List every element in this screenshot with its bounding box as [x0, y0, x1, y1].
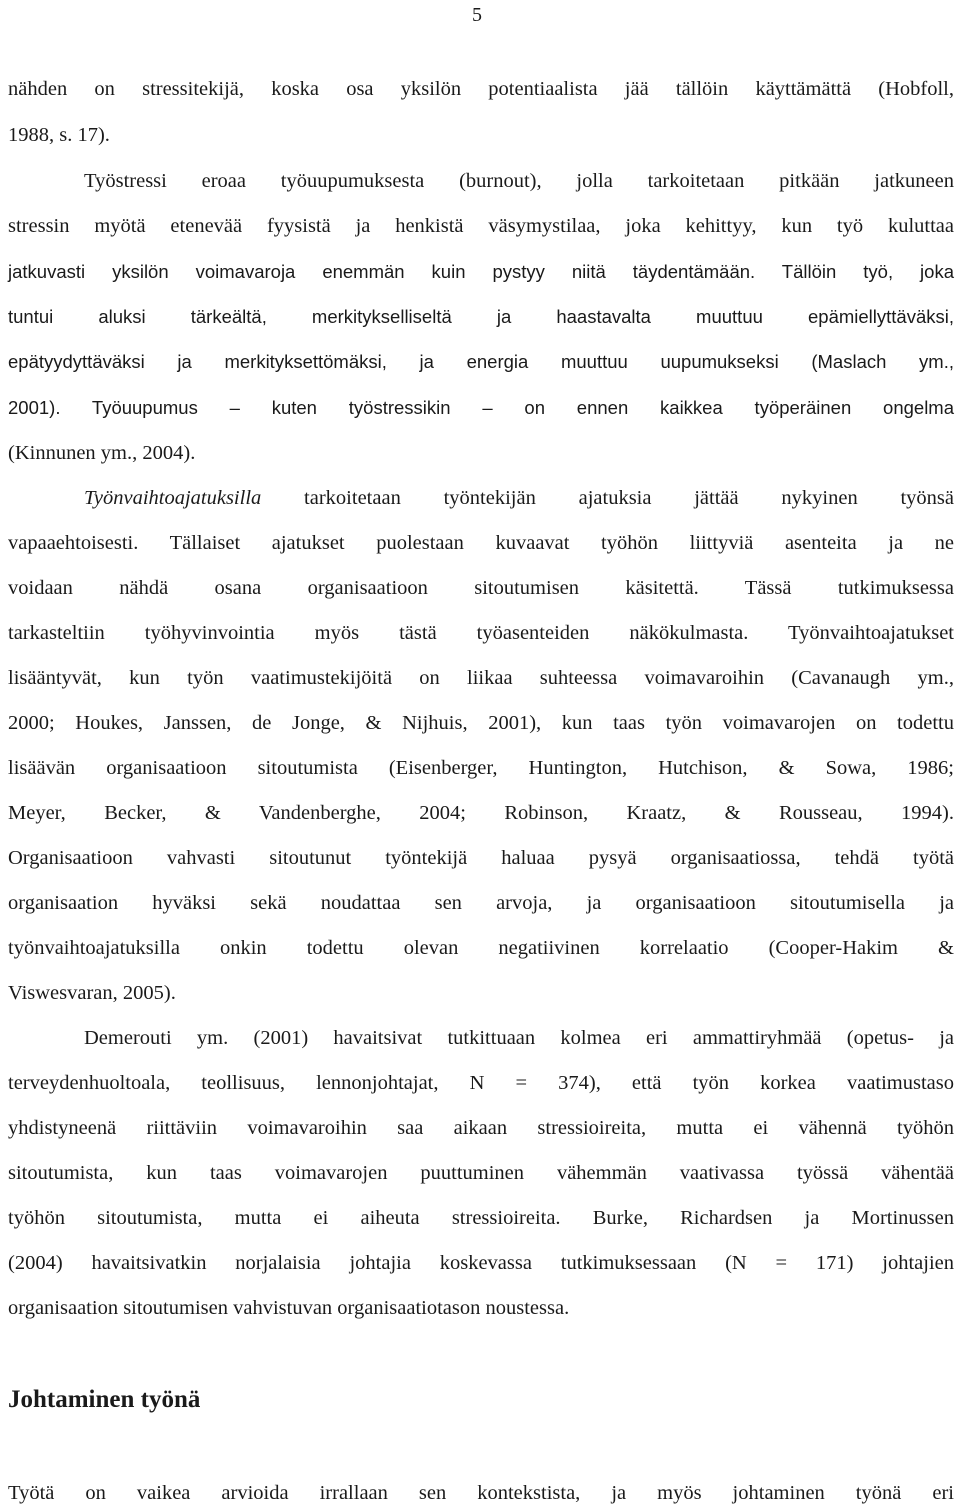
paragraph-line: tarkasteltiin työhyvinvointia myös tästä työasenteiden näkökulmasta. Työnvaihtoajatukset	[8, 622, 954, 644]
paragraph-line	[84, 485, 954, 511]
paragraph-line: 2000; Houkes, Janssen, de Jonge, & Nijhuis, 2001), kun taas työn voimavarojen on todettu	[8, 712, 954, 734]
paragraph-line: työhön sitoutumista, mutta ei aiheuta stressioireita. Burke, Richardsen ja Mortinussen	[8, 1207, 954, 1229]
paragraph-line: stressin myötä etenevää fyysistä ja henkistä väsymystilaa, joka kehittyy, kun työ kuluttaa	[8, 215, 954, 237]
paragraph-line: sitoutumista, kun taas voimavarojen puuttuminen vähemmän vaativassa työssä vähentää	[8, 1162, 954, 1184]
paragraph-line: organisaation sitoutumisen vahvistuvan organisaatiotason noustessa.	[8, 1297, 570, 1319]
line-text: tarkoitetaan työntekijän ajatuksia jättää nykyinen työnsä	[261, 487, 954, 509]
paragraph-line: nähden on stressitekijä, koska osa yksilön potentiaalista jää tällöin käyttämättä (Hobfoll,	[8, 78, 954, 100]
paragraph-line: Viswesvaran, 2005).	[8, 982, 176, 1004]
paragraph-line: työnvaihtoajatuksilla onkin todettu olevan negatiivinen korrelaatio (Cooper-Hakim &	[8, 937, 954, 959]
italic-term: Työnvaihtoajatuksilla	[84, 487, 262, 509]
paragraph-line: lisäävän organisaatioon sitoutumista (Eisenberger, Huntington, Hutchison, & Sowa, 1986;	[8, 757, 954, 779]
paragraph-line: Demerouti ym. (2001) havaitsivat tutkittuaan kolmea eri ammattiryhmää (opetus- ja	[84, 1027, 954, 1049]
paragraph-line: (Kinnunen ym., 2004).	[8, 442, 196, 464]
paragraph-line: Meyer, Becker, & Vandenberghe, 2004; Robinson, Kraatz, & Rousseau, 1994).	[8, 802, 954, 824]
paragraph-line: vapaaehtoisesti. Tällaiset ajatukset puolestaan kuvaavat työhön liittyviä asenteita ja ne	[8, 532, 954, 554]
paragraph-line: 1988, s. 17).	[8, 124, 110, 146]
paragraph-line: Työtä on vaikea arvioida irrallaan sen kontekstista, ja myös johtaminen työnä eri	[8, 1482, 954, 1504]
paragraph-line: 2001). Työuupumus – kuten työstressikin – on ennen kaikkea työperäinen ongelma	[8, 397, 954, 418]
paragraph-line: jatkuvasti yksilön voimavaroja enemmän kuin pystyy niitä täydentämään. Tällöin työ, joka	[8, 261, 954, 282]
paragraph-line: tuntui aluksi tärkeältä, merkitykselliseltä ja haastavalta muuttuu epämiellyttäväksi,	[8, 306, 954, 327]
paragraph-line: epätyydyttäväksi ja merkityksettömäksi, ja energia muuttuu uupumukseksi (Maslach ym.,	[8, 351, 954, 372]
page-number: 5	[472, 4, 482, 26]
paragraph-line: Työstressi eroaa työuupumuksesta (burnout), jolla tarkoitetaan pitkään jatkuneen	[84, 170, 954, 192]
paragraph-line: Organisaatioon vahvasti sitoutunut työntekijä haluaa pysyä organisaatiossa, tehdä työtä	[8, 847, 954, 869]
paragraph-line: lisääntyvät, kun työn vaatimustekijöitä on liikaa suhteessa voimavaroihin (Cavanaugh ym.,	[8, 667, 954, 689]
paragraph-line: organisaation hyväksi sekä noudattaa sen arvoja, ja organisaatioon sitoutumisella ja	[8, 892, 954, 914]
paragraph-line: voidaan nähdä osana organisaatioon sitoutumisen käsitettä. Tässä tutkimuksessa	[8, 577, 954, 599]
paragraph-line: terveydenhuoltoala, teollisuus, lennonjohtajat, N = 374), että työn korkea vaatimustaso	[8, 1072, 954, 1094]
paragraph-line: yhdistyneenä riittäviin voimavaroihin saa aikaan stressioireita, mutta ei vähennä työhön	[8, 1117, 954, 1139]
section-heading: Johtaminen työnä	[8, 1386, 201, 1413]
paragraph-line: (2004) havaitsivatkin norjalaisia johtajia koskevassa tutkimuksessaan (N = 171) johtajien	[8, 1252, 954, 1274]
